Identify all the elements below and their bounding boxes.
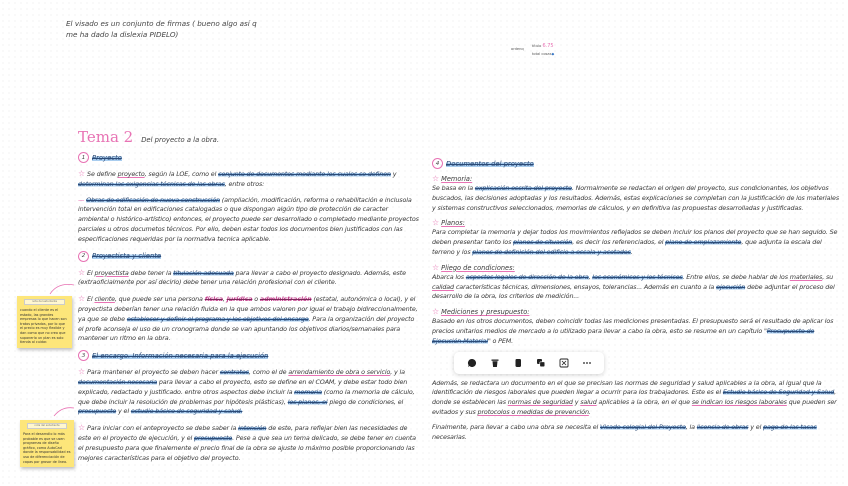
section-number: 2 bbox=[78, 251, 89, 262]
underlined-text: salud bbox=[580, 398, 597, 407]
highlighted-text: estudio básico de seguridad y salud. bbox=[130, 407, 243, 416]
underlined-text: normas de seguridad bbox=[507, 398, 573, 407]
text-segment: Finalmente, para llevar a cabo una obra se necesita el bbox=[432, 422, 601, 431]
title-row bbox=[78, 128, 420, 146]
subheading: ☆ Pliego de condiciones: bbox=[432, 262, 515, 272]
star-icon: ☆ bbox=[78, 367, 86, 377]
section-number: 1 bbox=[78, 152, 89, 163]
text-segment: Se define bbox=[87, 170, 118, 178]
paragraph bbox=[78, 423, 420, 463]
text-segment: características técnicas, dimensiones, ensayos, tolerancias... Además en cuanto a la bbox=[453, 282, 717, 291]
text-segment: y el bbox=[116, 407, 131, 416]
highlighted-text: determinan las exigencias técnicas de las obras bbox=[78, 179, 225, 188]
section-heading bbox=[78, 350, 420, 361]
subheading-label: Mediciones y presupuesto: bbox=[441, 308, 530, 317]
text-segment: necesarias. bbox=[432, 432, 467, 441]
convert-icon[interactable] bbox=[557, 356, 571, 370]
text-segment: Para iniciar con el anteproyecto se debe saber la bbox=[87, 424, 239, 433]
text-segment: . bbox=[630, 247, 633, 256]
text-segment: El bbox=[87, 268, 95, 277]
highlighted-text: los planos, el bbox=[287, 397, 328, 406]
text-segment: piego de condiciones, el bbox=[327, 397, 404, 406]
highlighted-text: ejecución bbox=[716, 282, 746, 291]
sticky-note-header: nota del estudiante bbox=[24, 299, 65, 305]
subheading-label: Planos: bbox=[441, 219, 465, 228]
text-segment: El bbox=[87, 295, 95, 304]
highlighted-text: establecer y definir el programa y los objetivos del encargo bbox=[126, 314, 309, 323]
star-icon: ☆ bbox=[78, 169, 86, 178]
tiny-label bbox=[532, 43, 554, 49]
subheading: ☆ Mediciones y presupuesto: bbox=[432, 307, 530, 317]
underlined-text: materiales bbox=[789, 272, 823, 281]
highlighted-text: presupuesto bbox=[194, 433, 233, 442]
section-number: 4 bbox=[432, 158, 443, 169]
section-label: Proyecto bbox=[92, 153, 122, 162]
subheading-label: Pliego de condiciones: bbox=[441, 263, 515, 272]
highlighted-text: presupuesto bbox=[78, 407, 117, 416]
tiny-label: ordenq bbox=[511, 47, 524, 51]
paragraph bbox=[78, 367, 420, 417]
sticky-note-text: Para el desarrollo lo más probable es que se usen programas de diseño gráfico, como AutoCad donde la responsabilidad es uso de diferenciación de capas por grosor de línea. bbox=[23, 432, 71, 464]
section-number: 3 bbox=[78, 350, 89, 361]
text-segment: Se basa en la bbox=[432, 184, 475, 192]
pink-arrow-icon bbox=[48, 280, 76, 296]
text-segment: , entre otros: bbox=[224, 179, 265, 188]
section-heading bbox=[78, 251, 420, 262]
text-segment: Para mantener el proyecto se deben hacer bbox=[87, 368, 220, 377]
sticky-note-header: nota del estudiante bbox=[27, 423, 67, 429]
underlined-text: proyectista bbox=[94, 268, 129, 277]
section-label: Documentos del proyecto bbox=[446, 159, 534, 168]
highlighted-text: los económicos y los técnicos bbox=[592, 272, 683, 281]
page-title: Tema 2 bbox=[78, 128, 134, 146]
section-heading bbox=[432, 158, 840, 169]
highlighted-text: Visado colegial del Proyecto bbox=[600, 422, 686, 431]
text-segment: y bbox=[390, 170, 397, 178]
copy-icon[interactable] bbox=[511, 356, 525, 370]
tiny-value: 6.75 bbox=[542, 43, 554, 49]
paragraph bbox=[78, 268, 420, 289]
text-segment: , la bbox=[685, 422, 697, 431]
underlined-text: calidad bbox=[432, 282, 454, 291]
text-segment: . bbox=[588, 407, 591, 416]
text-segment: , bbox=[222, 295, 227, 304]
text-segment: Además, se redactara un documento en el que se precisan las normas de seguridad y salud aplicables a la obra, al igual que la identificación de riesgos laborales que pueden llegar a ocurrir para los trabajadores. Este es el bbox=[432, 378, 822, 397]
underlined-text: protocolos o medidas de prevención bbox=[477, 407, 589, 416]
text-segment: para llevar a cabo el proyecto, esto se define en el COAM, y debe estar todo bien explicado, redactado y justificado. entre otros aspectos debe incluir la bbox=[78, 377, 408, 396]
section-heading bbox=[78, 152, 420, 163]
left-column bbox=[78, 128, 420, 463]
text-segment: . Entre ellos, se debe hablar de los bbox=[682, 272, 790, 281]
comment-icon[interactable] bbox=[465, 356, 479, 370]
text-segment: , y la bbox=[390, 368, 405, 377]
text-segment: o bbox=[252, 295, 260, 304]
highlighted-text: planos de definición del edificio a escala y acotados bbox=[472, 247, 631, 256]
tiny-label-c: total bbox=[532, 52, 541, 56]
subheading: ☆ Memoria: bbox=[432, 174, 473, 183]
underlined-text: proyecto bbox=[117, 170, 145, 178]
text-segment: (ampliación, modificación, reforma o rehabilitación e inclusola intervención total en edificaciones catalogadas o que dispongan algún tipo de protección de caracter ambiental o histórico-artístico) entonces, el proyecto puede ser desarrollado o completado mediante proyectos parciales u otros documetos técnicos. Por ello, deben estar todos los documentos bien justificados con las especificaciones requeridas por la normativa tecnica aplicable. bbox=[78, 195, 419, 243]
highlighted-text: documentación necesaria bbox=[78, 377, 157, 386]
highlighted-text: plano de emplazamiento bbox=[665, 238, 742, 247]
text-segment: , que adjunta la escala del terreno y los bbox=[432, 238, 822, 256]
highlighted-text: explicación escrita del proyecto bbox=[474, 184, 572, 192]
sticky-note[interactable] bbox=[20, 420, 74, 467]
paragraph bbox=[78, 169, 420, 190]
right-column bbox=[432, 158, 840, 442]
paragraph bbox=[432, 379, 840, 418]
text-segment: . Para la organización del proyecto el profe aconseja el uso de un cronograma donde se van apuntando los objetivos diarios/semanales para mantener un ritmo en la obra. bbox=[78, 314, 415, 343]
text-segment: Abarca los bbox=[432, 272, 466, 281]
text-segment: , es decir los referenciados, el bbox=[572, 238, 666, 247]
text-segment: , donde se establecen las bbox=[432, 388, 837, 407]
pink-arrow-icon bbox=[52, 404, 76, 418]
section-label: Proyectista y cliente bbox=[92, 252, 162, 261]
text-segment: que pueden ser evitados y sus bbox=[432, 398, 837, 416]
subheading-label: Memoria: bbox=[441, 175, 473, 183]
highlighted-text: titulación adecuada bbox=[173, 268, 234, 277]
pink-marked-text: administración bbox=[259, 295, 312, 304]
highlighted-text: conjunto de documentos mediante los cuales se definen bbox=[218, 170, 391, 178]
highlighted-text: planos de situación bbox=[513, 238, 573, 247]
subheading: ☆ Planos: bbox=[432, 218, 465, 228]
text-segment: . Normalmente se redactan el origen del proyecto, sus condicionantes, los objetivos buscados, las decisiones adoptadas y los resultados. Además, estas explicaciones se completan con la justificación de los materiales y sistemas constructivos seleccionados, memorias de cálculos, y en definitiva las propuestas desarrolladas y justificadas. bbox=[432, 184, 840, 212]
text-segment: para llevar a cabo el proyecto designado. Además, este (extraoficialmente por así decirlo) debe tener una relación profesional con el cliente. bbox=[78, 268, 406, 287]
highlighted-text: intención bbox=[238, 424, 267, 433]
paragraph bbox=[78, 294, 420, 344]
paragraph bbox=[432, 317, 840, 346]
highlighted-text: licencia de obras bbox=[696, 422, 749, 431]
star-icon: ☆ bbox=[78, 267, 86, 277]
pink-marked-text: jurídica bbox=[226, 295, 253, 304]
text-segment: , que puede ser una persona bbox=[114, 295, 205, 304]
text-segment: Basado en los otros documentos, deben coincidir todas las mediciones presentadas. El presupuesto será el resultado de aplicar los precios unitarios medios de mercado a lo utilizado para llevar a cabo la obra, esto se resume en un capítulo " bbox=[432, 317, 834, 335]
paragraph bbox=[78, 196, 420, 245]
paragraph bbox=[432, 184, 840, 213]
highlighted-text: Presupuesto de Ejecución Material bbox=[432, 326, 815, 345]
text-segment: y bbox=[572, 398, 581, 407]
text-segment: y el bbox=[748, 422, 764, 431]
text-segment: debe adjuntar el proceso del desarrollo de la obra, los criterios de medición... bbox=[432, 282, 835, 301]
text-segment: " o PEM. bbox=[487, 336, 514, 345]
paragraph bbox=[432, 228, 840, 257]
text-segment: de este, para reflejar bien las necesidades de este en el proyecto de ejecución, y el bbox=[78, 424, 408, 442]
highlighted-text: aspectos legales de dirección de la obra bbox=[465, 272, 589, 281]
paragraph bbox=[432, 423, 840, 443]
tiny-label: total cosas◆ bbox=[532, 52, 555, 56]
duplicate-icon[interactable] bbox=[534, 356, 548, 370]
tiny-value: cosas bbox=[541, 52, 552, 56]
tiny-label-b: título bbox=[532, 44, 542, 48]
underlined-text: se indican los riesgos laborales bbox=[691, 398, 787, 407]
underlined-text: arrendamiento de obra o servicio bbox=[288, 368, 391, 377]
text-segment: , bbox=[588, 272, 593, 281]
star-icon: ☆ bbox=[78, 294, 86, 304]
text-segment: , como el de bbox=[248, 368, 289, 377]
text-segment: , su bbox=[822, 272, 834, 281]
more-icon[interactable] bbox=[580, 356, 594, 370]
text-segment: — bbox=[78, 195, 87, 204]
underlined-text: cliente bbox=[94, 295, 115, 304]
page-subtitle: Del proyecto a la obra. bbox=[141, 136, 219, 144]
text-segment: . Pese a que sea un tema delicado, se debe tener en cuenta el presupuesto para que finalemente el precio final de la obra se ajuste lo máximo posible proporcionando las mejores características para el objetivo del proyecto. bbox=[78, 433, 416, 462]
pink-marked-text: física bbox=[204, 295, 223, 304]
text-segment: (estatal, autonómica o local), y el proyectista deberían tener una relación fluida en la que ambos valoren por igual el trabajo bidireccionalmente, ya que se debe bbox=[78, 295, 418, 323]
selection-toolbar bbox=[454, 352, 604, 374]
highlighted-text: Obras de edificación de nueva construcción bbox=[86, 195, 220, 204]
highlighted-text: Estudio básico de Seguridad y Salud bbox=[722, 388, 835, 397]
text-segment: aplicables a la obra, en el que bbox=[596, 398, 692, 407]
sticky-note-text: cuando el cliente es el estado, las grandes empresas lo que hacen son tratos privados, por lo que el precio es muy flexible y dan como que no creo que suponerlo un plan es solo tienda al cuidar. bbox=[20, 308, 67, 345]
star-icon: ☆ bbox=[78, 423, 86, 433]
highlighted-text: pago de las tasas bbox=[763, 422, 817, 431]
paragraph bbox=[432, 273, 840, 302]
text-segment: (como la memoria de cálculo, que debe incluir la resolución de problemas por hipótesis plásticas), bbox=[78, 387, 415, 406]
text-segment: debe tener la bbox=[128, 268, 174, 277]
highlighted-text: memoria bbox=[294, 387, 322, 396]
delete-icon[interactable] bbox=[488, 356, 502, 370]
highlighted-text: contratos bbox=[219, 368, 249, 377]
handwritten-note: El visado es un conjunto de firmas ( bueno algo así q me ha dado la dislexia PIDELO) bbox=[66, 19, 257, 39]
text-segment: , según la LOE, como el bbox=[144, 170, 219, 178]
text-segment: Para completar la memoria y dejar todos los movimientos reflejados se deben incluir los planos del proyecto que se han seguido. Se deben presentar tanto los bbox=[432, 228, 838, 247]
section-label: El encargo. Información necesaria para la ejecución bbox=[92, 351, 269, 360]
sticky-note[interactable] bbox=[17, 296, 72, 348]
